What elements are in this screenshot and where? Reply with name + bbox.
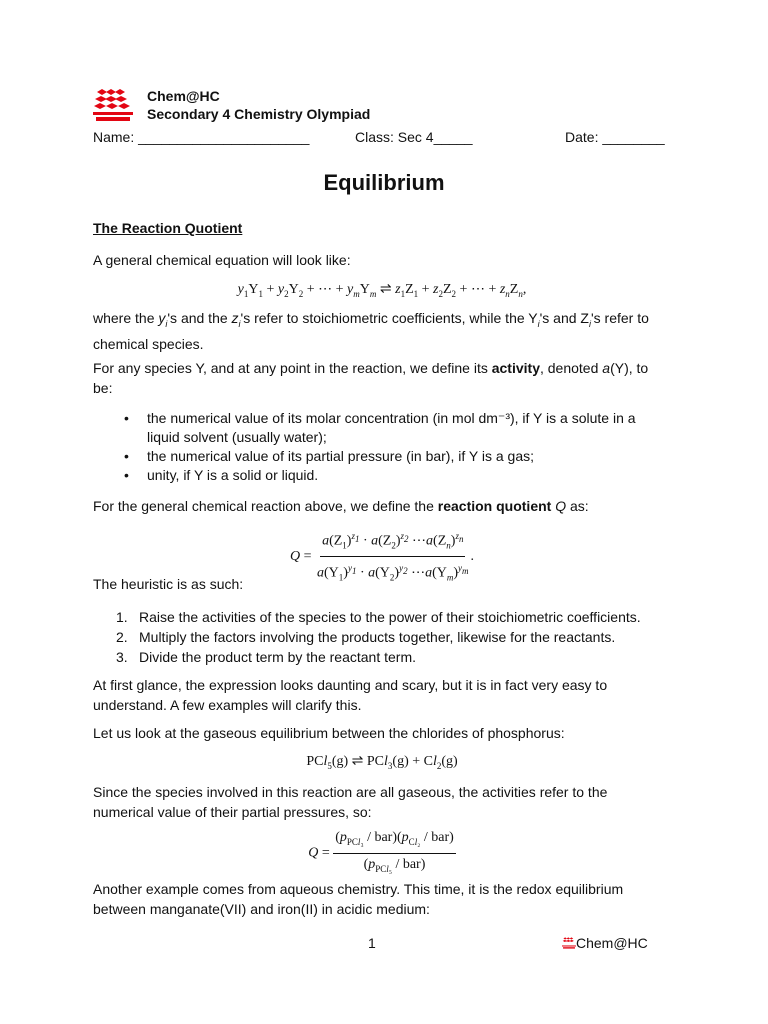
class-field[interactable]: Class: Sec 4_____ — [355, 129, 473, 145]
org-block — [147, 87, 370, 123]
course-title: Secondary 4 Chemistry Olympiad — [147, 106, 371, 122]
paragraph-5: The heuristic is as such: — [93, 576, 244, 592]
paragraph-7: Let us look at the gaseous equilibrium between the chlorides of phosphorus: — [93, 725, 565, 741]
school-logo-icon — [562, 937, 576, 949]
list-item: • unity, if Y is a solid or liquid. — [93, 466, 671, 485]
general-equation: $y_1Y_1 + y_2Y_2$ + ⋯ + $y_mY_m$ ⇌ $z_1Z_1 + z_2Z_2$ + ⋯ + $z_nZ_n$, — [237, 282, 527, 299]
pcl5-quotient: Q = $\frac{(p_{PCl_3} / bar)(p_{Cl_2} / bar)}{(p_{PCl_5} / bar)}$ — [308, 830, 454, 874]
equilibrium-arrow-icon: ⇌ — [379, 282, 392, 297]
page-title: Equilibrium — [323, 170, 445, 195]
list-item: • the numerical value of its molar concentration (in mol dm⁻³), if Y is a solute in a liquid solvent (usually water); — [93, 409, 671, 447]
heuristic-steps — [93, 607, 671, 667]
pcl5-equation: PCl$_5$(g) ⇌ $PCl_3(g) + Cl_2(g)$ — [306, 754, 458, 771]
paragraph-6: At first glance, the expression looks daunting and scary, but it is in fact very easy to understand. A few examples will clarify this. — [93, 677, 608, 713]
paragraph-9: Another example comes from aqueous chemistry. This time, it is the redox equilibrium between manganate(VII) and iron(II) in acidic medium: — [93, 881, 624, 917]
reaction-quotient-formula: Q = $\frac{a(Z_1)^{z_1} \cdot a(Z_2)^{z_2} \cdots a(Z_n)^{z_n}}{a(Y_1)^{y_1} \cdot a(Y_2)^{y_2} \cdots a(Y_m)^{y_m}}$ . — [93, 526, 671, 588]
footer-org: Chem@HC — [562, 935, 648, 951]
paragraph-2: where the $y_i's$ and the $z_i's$ refer to stoichiometric coefficients, while the $Y_i's$ and $Z_i's$ refer to chemical species. — [93, 310, 649, 352]
school-logo — [93, 88, 133, 122]
date-field[interactable]: Date: ________ — [565, 129, 665, 145]
list-item: 1. Raise the activities of the species to the power of their stoichiometric coefficients. — [116, 609, 641, 625]
page-number: 1 — [368, 935, 376, 951]
list-item: • the numerical value of its partial pressure (in bar), if Y is a gas; — [93, 447, 671, 466]
list-item: 2. Multiply the factors involving the products together, likewise for the reactants. — [116, 629, 616, 645]
list-item: 3. Divide the product term by the reactant term. — [116, 649, 417, 665]
name-field[interactable]: Name: ______________________ — [93, 129, 310, 145]
activity-list — [93, 409, 671, 485]
org-name: Chem@HC — [147, 88, 220, 104]
paragraph-8: Since the species involved in this reaction are all gaseous, the activities refer to the numerical value of their partial pressures, so: — [93, 784, 608, 820]
paragraph-3: For any species Y, and at any point in the reaction, we define its activity, denoted a(Y), to be: — [93, 360, 649, 396]
section-heading: The Reaction Quotient — [93, 220, 243, 236]
paragraph-1: A general chemical equation will look like: — [93, 252, 351, 268]
equilibrium-arrow-icon: ⇌ — [351, 754, 364, 769]
paragraph-4: For the general chemical reaction above, we define the reaction quotient Q as: — [93, 498, 589, 514]
